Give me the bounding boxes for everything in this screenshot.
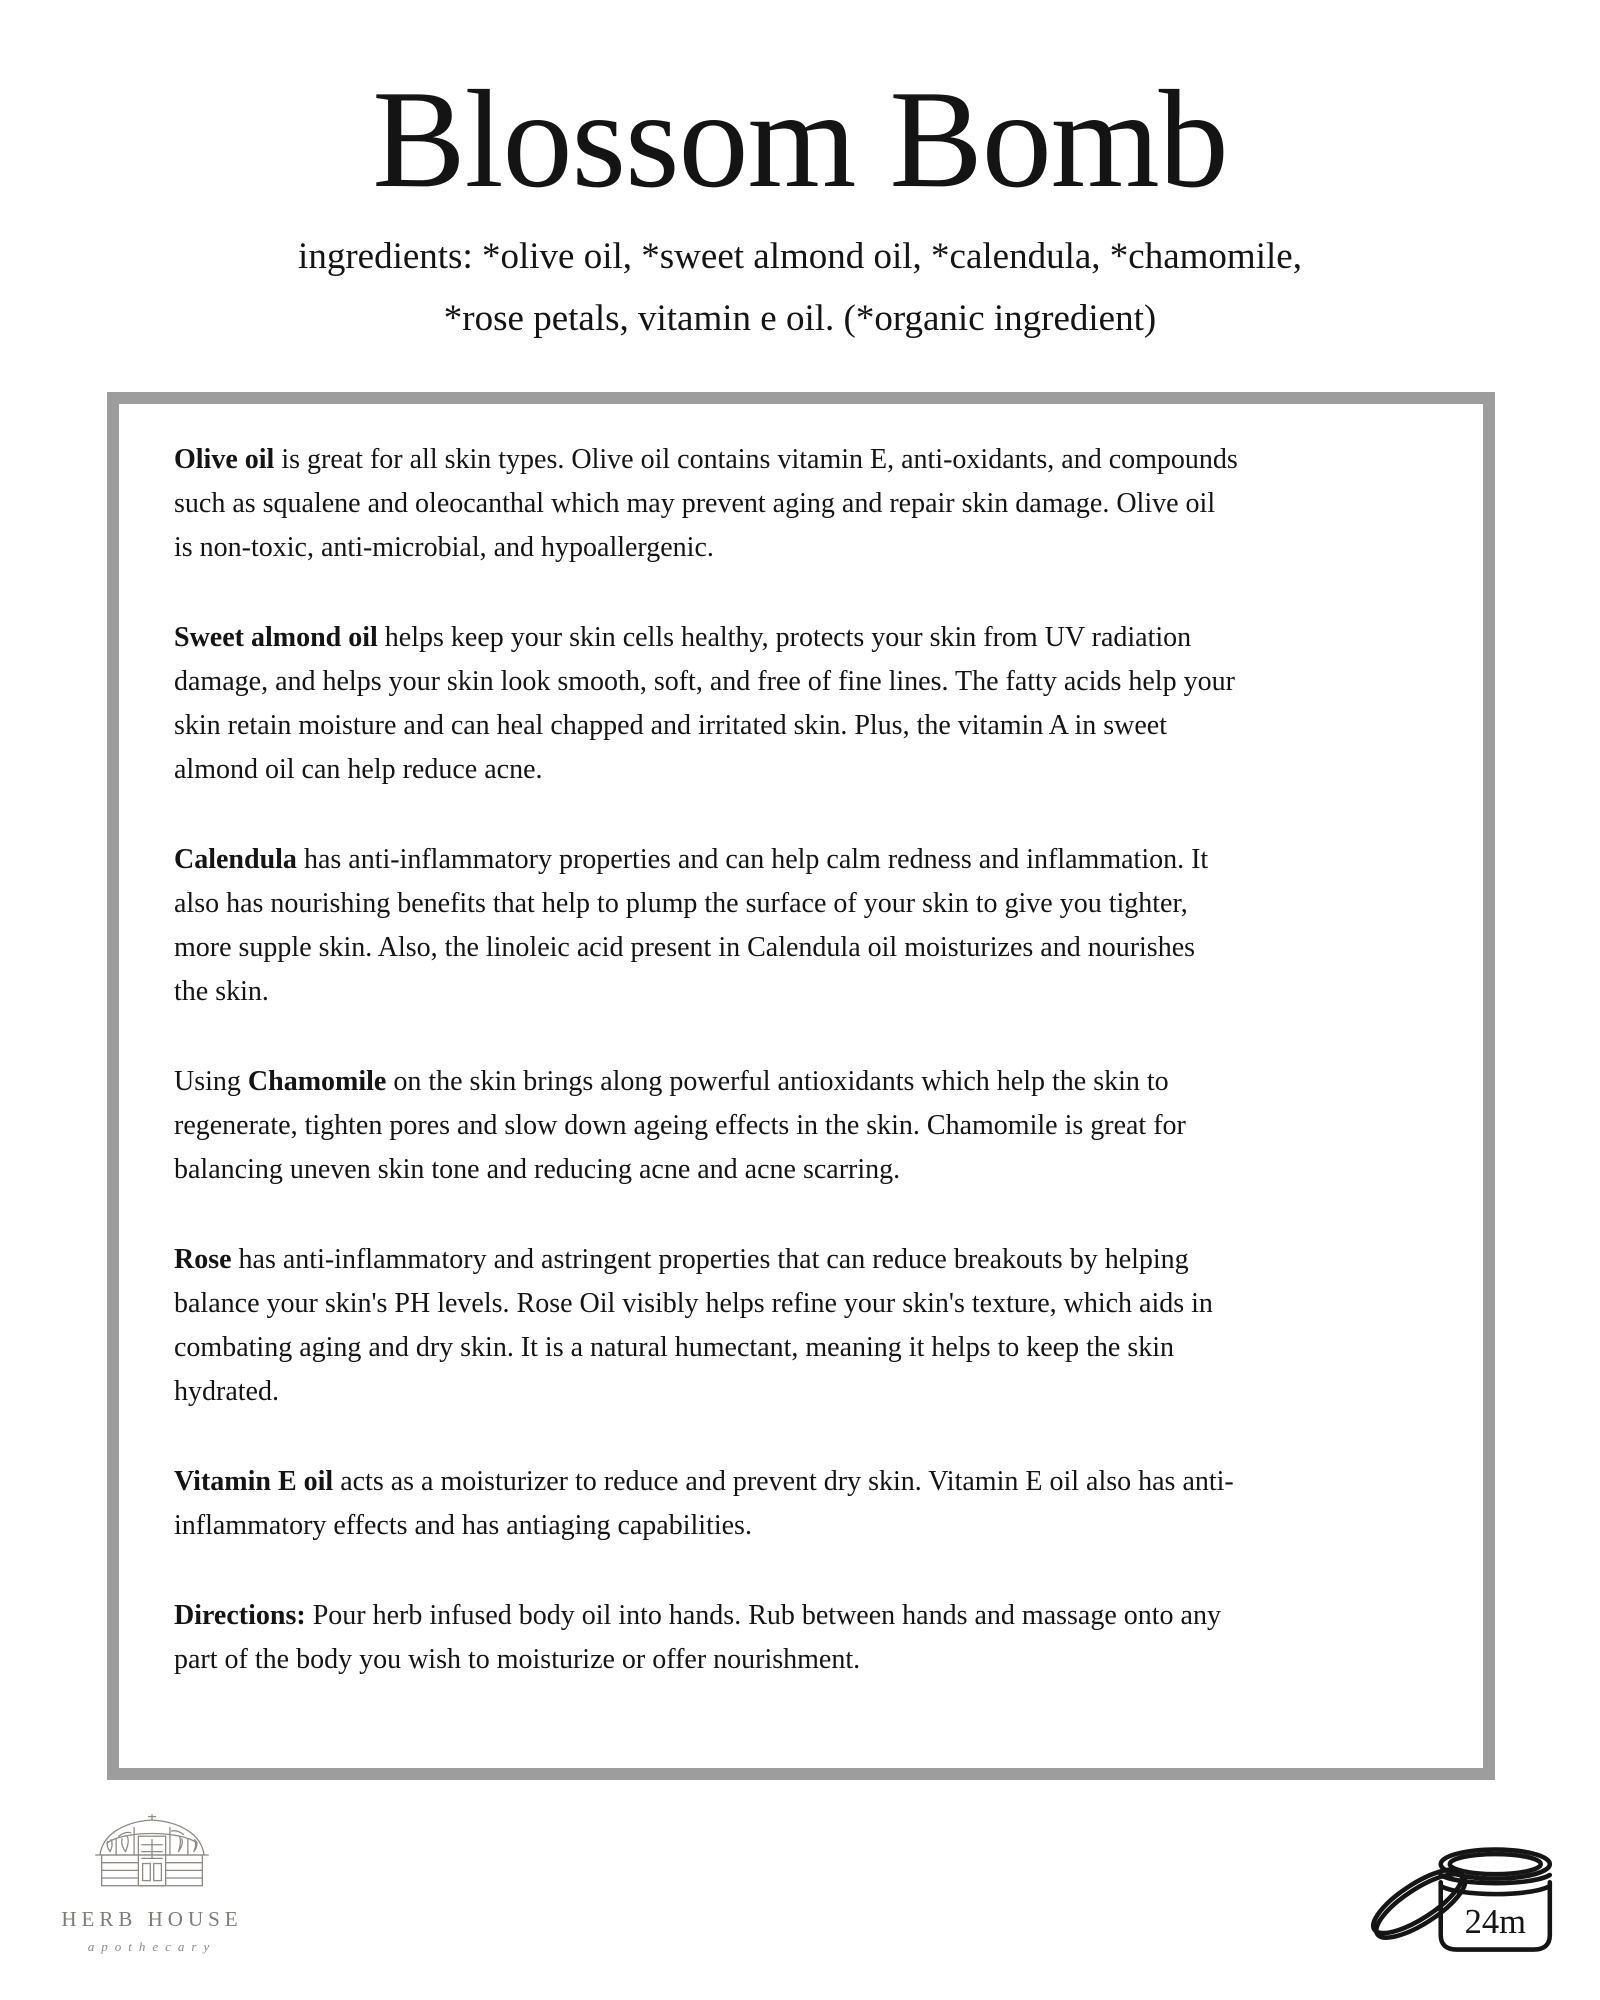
text-line: is non-toxic, anti-microbial, and hypoallergenic. bbox=[174, 532, 714, 563]
text-line: such as squalene and oleocanthal which may prevent aging and repair skin damage. Olive oil bbox=[174, 488, 1216, 519]
ingredient-lead: Chamomile bbox=[247, 1066, 387, 1097]
ingredient-lead: Rose bbox=[174, 1244, 232, 1275]
text-line: Vitamin E oil acts as a moisturizer to reduce and prevent dry skin. Vitamin E oil also has anti- bbox=[174, 1466, 1234, 1497]
ingredient-paragraph bbox=[174, 1060, 1443, 1192]
text-line: damage, and helps your skin look smooth, soft, and free of fine lines. The fatty acids help your bbox=[174, 666, 1235, 697]
text-line: balance your skin's PH levels. Rose Oil visibly helps refine your skin's texture, which aids in bbox=[174, 1288, 1213, 1319]
text-line: Rose has anti-inflammatory and astringent properties that can reduce breakouts by helping bbox=[174, 1244, 1189, 1275]
product-title: Blossom Bomb bbox=[372, 62, 1228, 217]
text-line: the skin. bbox=[174, 976, 269, 1007]
text-line: Olive oil is great for all skin types. Olive oil contains vitamin E, anti-oxidants, and compounds bbox=[174, 444, 1238, 475]
ingredient-lead: Olive oil bbox=[174, 444, 275, 475]
brand-tagline: apothecary bbox=[87, 1939, 217, 1954]
text-line: also has nourishing benefits that help to plump the surface of your skin to give you tighter, bbox=[174, 888, 1188, 919]
ingredient-paragraph bbox=[174, 1594, 1443, 1682]
pao-label: 24m bbox=[1464, 1903, 1526, 1942]
text-line: Using Chamomile on the skin brings along powerful antioxidants which help the skin to bbox=[174, 1066, 1169, 1097]
text-line: more supple skin. Also, the linoleic acid present in Calendula oil moisturizes and nourishes bbox=[174, 932, 1196, 963]
period-after-opening bbox=[1368, 1820, 1568, 1970]
ingredients-line-1: ingredients: *olive oil, *sweet almond oil, *calendula, *chamomile, bbox=[298, 236, 1302, 277]
ingredient-paragraph bbox=[174, 616, 1443, 792]
text-line: skin retain moisture and can heal chapped and irritated skin. Plus, the vitamin A in sweet bbox=[174, 710, 1167, 741]
ingredient-paragraph bbox=[174, 1238, 1443, 1414]
text-line: Directions: Pour herb infused body oil into hands. Rub between hands and massage onto any bbox=[174, 1600, 1221, 1631]
ingredient-paragraph bbox=[174, 438, 1443, 570]
ingredients-line-2: *rose petals, vitamin e oil. (*organic ingredient) bbox=[443, 298, 1157, 339]
text-line: Sweet almond oil helps keep your skin cells healthy, protects your skin from UV radiation bbox=[174, 622, 1192, 653]
text-line: part of the body you wish to moisturize or offer nourishment. bbox=[174, 1644, 861, 1675]
text-line: hydrated. bbox=[174, 1376, 279, 1407]
greenhouse-icon bbox=[88, 1812, 216, 1898]
ingredient-paragraph bbox=[174, 1460, 1443, 1548]
brand-logo bbox=[52, 1812, 252, 1955]
text-line: combating aging and dry skin. It is a natural humectant, meaning it helps to keep the skin bbox=[174, 1332, 1174, 1363]
text-line: balancing uneven skin tone and reducing acne and acne scarring. bbox=[174, 1154, 901, 1185]
ingredient-lead: Directions: bbox=[174, 1600, 306, 1631]
ingredient-paragraph bbox=[174, 838, 1443, 1014]
text-line: Calendula has anti-inflammatory properties and can help calm redness and inflammation. It bbox=[174, 844, 1209, 875]
text-line: regenerate, tighten pores and slow down ageing effects in the skin. Chamomile is great for bbox=[174, 1110, 1186, 1141]
ingredient-lead: Calendula bbox=[174, 844, 297, 875]
brand-name: HERB HOUSE bbox=[61, 1907, 243, 1931]
info-box bbox=[107, 392, 1495, 1780]
ingredient-descriptions bbox=[119, 404, 1483, 1682]
ingredient-lead: Sweet almond oil bbox=[174, 622, 378, 653]
pao-jar-icon bbox=[1368, 1820, 1568, 1970]
ingredient-lead: Vitamin E oil bbox=[174, 1466, 334, 1497]
text-line: almond oil can help reduce acne. bbox=[174, 754, 543, 785]
text-line: inflammatory effects and has antiaging capabilities. bbox=[174, 1510, 752, 1541]
